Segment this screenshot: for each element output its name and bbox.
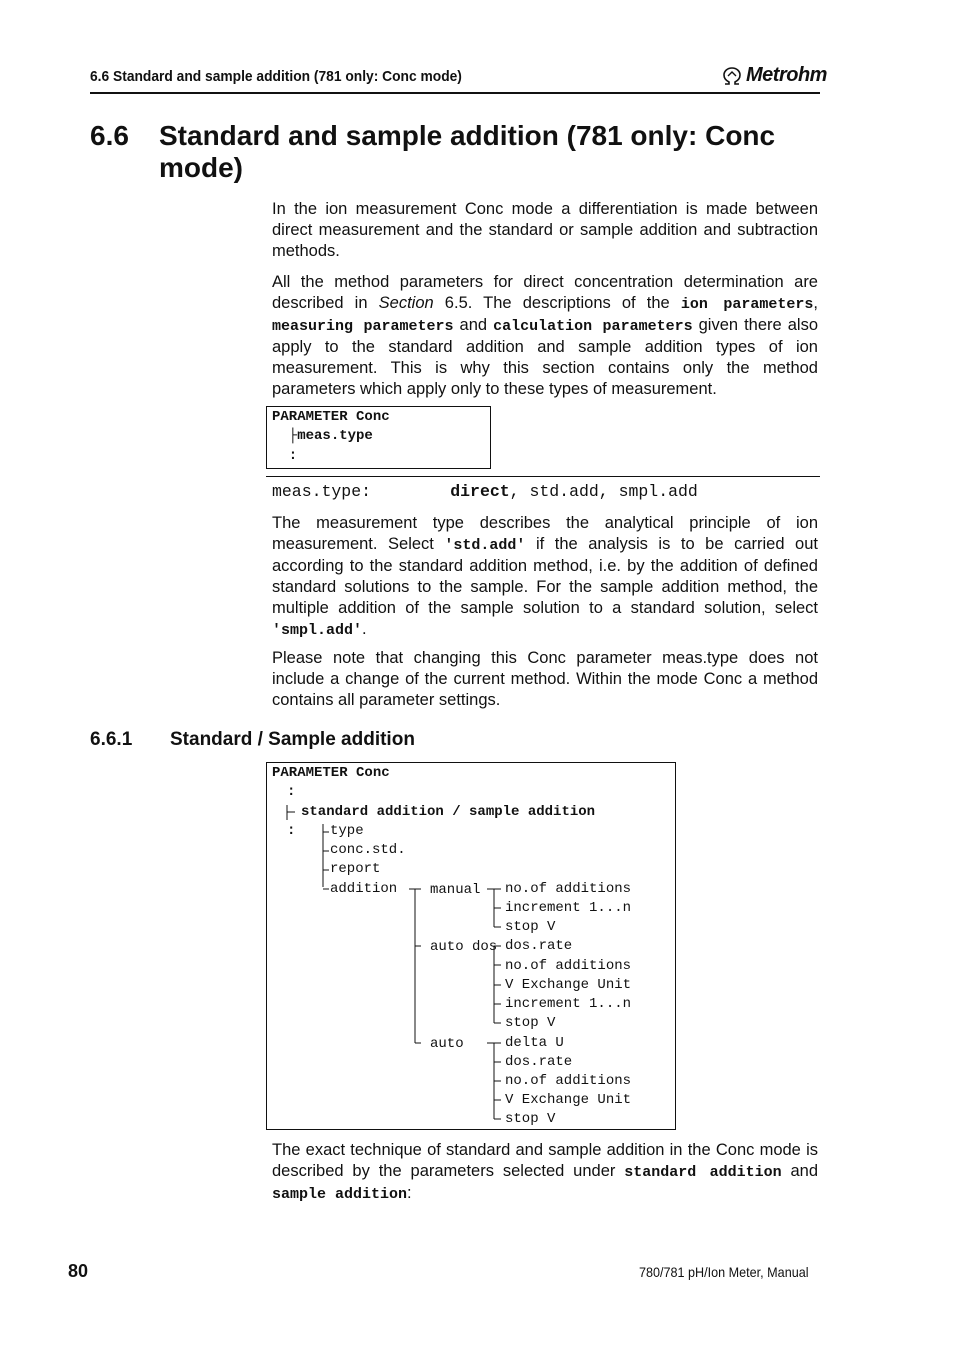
- meas-type-default: direct: [450, 482, 510, 501]
- param-item: V Exchange Unit: [505, 1092, 632, 1108]
- code-smpl-add: 'smpl.add': [272, 622, 363, 639]
- tree-item-addition: addition: [330, 881, 398, 897]
- text-run: and: [523, 338, 579, 356]
- text-run: Please note that changing this Conc parameter: [272, 649, 663, 667]
- manual-title: 780/781 pH/Ion Meter, Manual: [639, 1264, 809, 1280]
- tree-ellipsis: :: [287, 784, 296, 800]
- param-item: no.of additions: [505, 1073, 632, 1089]
- param-item: increment 1...n: [505, 900, 632, 916]
- term-standard-addition: standard addition: [388, 338, 524, 356]
- text-run: given there also apply to the: [272, 316, 818, 356]
- box-line-root: PARAMETER Conc: [272, 409, 390, 425]
- meas-type-label: meas.type:: [272, 482, 372, 501]
- parameter-rule: [266, 476, 820, 477]
- code-standard-addition: standard addition: [624, 1164, 782, 1181]
- tree-item-report: report: [330, 861, 381, 877]
- mode-auto-dos: auto dos: [430, 939, 498, 955]
- text-run: The measurement type describes the analytical principle of ion measurement. Select: [272, 514, 818, 553]
- tree-item-type: type: [330, 823, 364, 839]
- text-run: .: [362, 620, 367, 638]
- subsection-heading: [90, 729, 415, 751]
- page-number: 80: [68, 1261, 89, 1281]
- param-item: stop V: [505, 1015, 556, 1031]
- term-meas-type: meas.type: [662, 649, 739, 667]
- parameter-menu-box: [266, 406, 491, 469]
- mode-auto: auto: [430, 1036, 464, 1052]
- tree-ellipsis: :: [287, 823, 296, 839]
- code-sample-addition: sample addition: [272, 1186, 408, 1203]
- code-std-add: 'std.add': [444, 537, 526, 554]
- section-reference: Section: [378, 294, 434, 312]
- param-item: V Exchange Unit: [505, 977, 632, 993]
- param-item: stop V: [505, 1111, 556, 1127]
- technique-paragraph: [272, 1140, 818, 1205]
- section-heading: [90, 120, 850, 190]
- text-run: 6.5. The descriptions of the: [433, 294, 681, 312]
- section-title: Standard and sample addition (781 only: Conc mode): [159, 120, 776, 183]
- logo-text: Metrohm: [746, 64, 827, 86]
- text-run: if the analysis is to be carried out according to the standard addition method, i.e. by the addition of defined standard solutions to the sample. For the sample addition method, the multiple addition of the sample solution to a standard solution, select: [272, 535, 818, 617]
- param-item: no.of additions: [505, 881, 632, 897]
- text-run: ,: [813, 294, 818, 312]
- mode-manual: manual: [430, 882, 481, 898]
- text-run: types of ion measurement. This is why this section contains only the method parameters which apply only to these types of measurement.: [272, 338, 818, 398]
- text-run: and: [453, 316, 494, 334]
- param-item: no.of additions: [505, 958, 632, 974]
- note-paragraph: [272, 648, 818, 711]
- box-line-ellipsis: :: [272, 447, 298, 464]
- subsection-title: Standard / Sample addition: [170, 729, 415, 750]
- subsection-number: 6.6.1: [90, 729, 133, 750]
- param-item: increment 1...n: [505, 996, 632, 1012]
- tree-item-conc-std: conc.std.: [330, 842, 406, 858]
- text-run: All the method parameters for direct concentration determination are described in: [272, 273, 818, 312]
- text-run: does not include a change of the current method. Within the mode Conc a method contains all parameter settings.: [272, 649, 818, 709]
- code-calculation-parameters: calculation parameters: [493, 318, 693, 335]
- running-header-title: 6.6 Standard and sample addition (781 only: Conc mode): [90, 68, 462, 85]
- tree-root-label: PARAMETER Conc: [272, 765, 390, 781]
- meas-type-line: [272, 482, 698, 501]
- section-number: 6.6: [90, 120, 129, 151]
- text-run: and: [781, 1162, 818, 1180]
- param-item: dos.rate: [505, 1054, 573, 1070]
- omega-icon: [721, 66, 743, 86]
- term-sample-addition: sample addition: [578, 338, 703, 356]
- header-rule: [90, 92, 820, 94]
- code-ion-parameters: ion parameters: [680, 296, 814, 313]
- method-parameters-paragraph: [272, 272, 818, 400]
- intro-paragraph: In the ion measurement Conc mode a differentiation is made between direct measurement and the standard or sample addition and subtraction methods.: [272, 200, 818, 260]
- tree-root: [272, 764, 390, 783]
- code-measuring-parameters: measuring parameters: [272, 318, 454, 335]
- parameter-tree-box: [266, 762, 676, 1130]
- metrohm-logo: [721, 64, 827, 87]
- measurement-type-paragraph: [272, 513, 818, 641]
- tree-connector: ├: [272, 428, 298, 445]
- tree-branch: standard addition / sample addition: [301, 804, 596, 820]
- text-run: :: [407, 1184, 412, 1202]
- text-run: The exact technique of standard and sample addition in the Conc mode is described by the parameters selected under: [272, 1141, 818, 1180]
- param-item: stop V: [505, 919, 556, 935]
- box-line-meas-type: meas.type: [297, 428, 373, 445]
- param-item: delta U: [505, 1035, 564, 1051]
- param-item: dos.rate: [505, 938, 573, 954]
- meas-type-options: , std.add, smpl.add: [509, 482, 698, 501]
